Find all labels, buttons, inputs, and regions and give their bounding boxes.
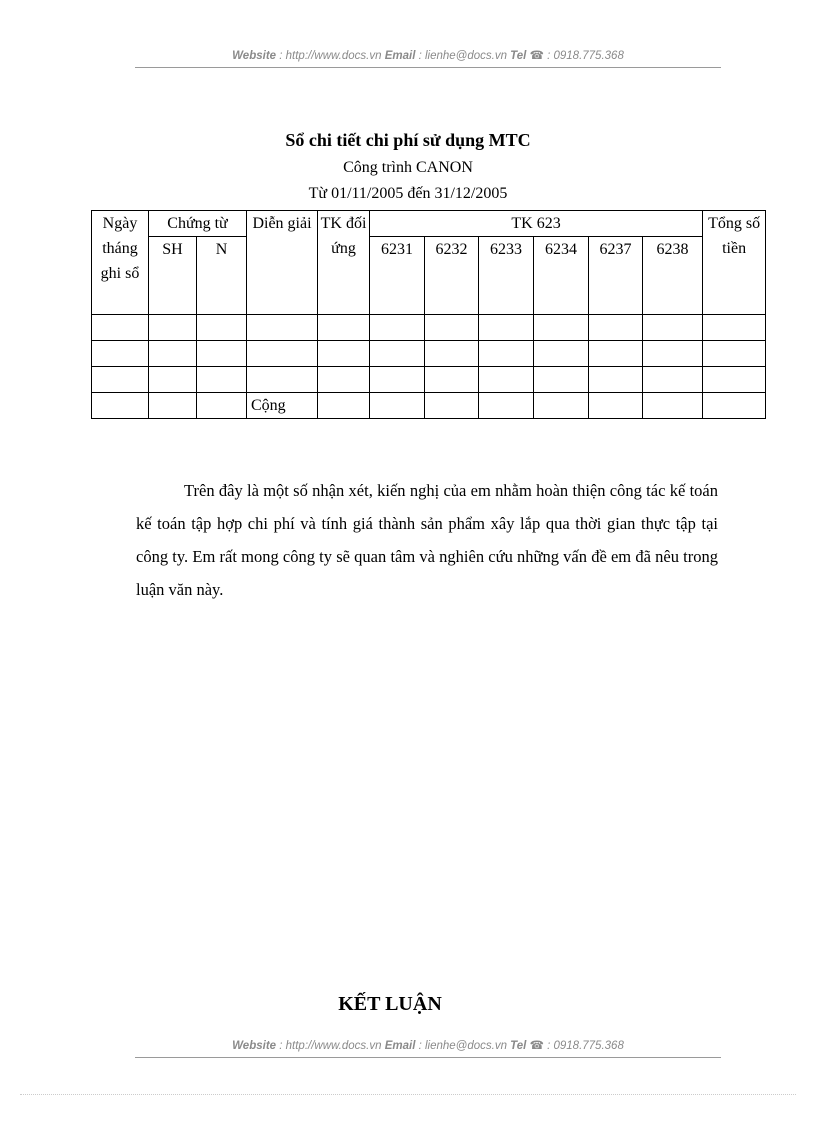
table-cell xyxy=(643,393,703,419)
account-group-header: TK 623 xyxy=(370,211,703,237)
table-cell xyxy=(479,393,534,419)
email-value: : lienhe@docs.vn xyxy=(415,1040,511,1052)
table-row xyxy=(92,315,766,341)
sub-account-header: 6234 xyxy=(534,237,589,315)
table-cell xyxy=(149,315,197,341)
email-label: Email xyxy=(384,50,416,62)
table-cell xyxy=(92,367,149,393)
table-cell xyxy=(703,315,766,341)
table-cell xyxy=(703,341,766,367)
table-cell xyxy=(479,367,534,393)
table-cell xyxy=(589,315,643,341)
table-cell xyxy=(534,315,589,341)
table-cell xyxy=(92,315,149,341)
table-cell xyxy=(370,367,425,393)
page-footer xyxy=(135,1038,721,1058)
website-value: : http://www.docs.vn xyxy=(276,50,385,62)
table-cell xyxy=(425,367,479,393)
table-cell xyxy=(479,315,534,341)
voucher-n-header: N xyxy=(197,237,247,315)
table-cell xyxy=(197,315,247,341)
table-cell xyxy=(197,393,247,419)
total-row-label: Cộng xyxy=(247,393,318,419)
table-cell xyxy=(149,341,197,367)
table-cell xyxy=(247,341,318,367)
table-cell xyxy=(370,315,425,341)
table-row xyxy=(92,341,766,367)
website-label: Website xyxy=(232,50,277,62)
sub-account-header: 6238 xyxy=(643,237,703,315)
sub-account-header: 6237 xyxy=(589,237,643,315)
table-cell xyxy=(318,367,370,393)
tel-value: : 0918.775.368 xyxy=(543,50,624,62)
ledger-title: Sổ chi tiết chi phí sử dụng MTC xyxy=(285,130,531,150)
phone-icon: ☎ xyxy=(529,1040,544,1052)
website-label: Website xyxy=(232,1040,277,1052)
table-cell xyxy=(703,393,766,419)
table-cell xyxy=(479,341,534,367)
email-label: Email xyxy=(384,1040,416,1052)
table-cell xyxy=(92,393,149,419)
table-cell xyxy=(92,341,149,367)
tel-label: Tel xyxy=(510,1040,527,1052)
total-header: Tổng số tiền xyxy=(703,211,766,315)
table-cell xyxy=(534,341,589,367)
table-cell xyxy=(318,341,370,367)
phone-icon: ☎ xyxy=(529,50,544,62)
table-cell xyxy=(197,341,247,367)
table-cell xyxy=(425,341,479,367)
table-row xyxy=(92,367,766,393)
description-header: Diễn giải xyxy=(247,211,318,315)
sub-account-header: 6232 xyxy=(425,237,479,315)
table-cell xyxy=(589,367,643,393)
table-cell xyxy=(247,367,318,393)
sub-account-header: 6231 xyxy=(370,237,425,315)
table-cell xyxy=(247,315,318,341)
period-range: Từ 01/11/2005 đến 31/12/2005 xyxy=(308,185,508,202)
closing-paragraph: Trên đây là một số nhận xét, kiến nghị của em nhằm hoàn thiện công tác kế toán kế toán tập hợp chi phí và tính giá thành sản phẩm xây lắp qua thời gian thực tập tại công ty. Em rất mong công ty sẽ quan tâm và nghiên cứu những vấn đề em đã nêu trong luận văn này. xyxy=(136,481,718,599)
table-cell xyxy=(589,341,643,367)
table-cell xyxy=(197,367,247,393)
header-rule xyxy=(135,67,721,68)
table-cell xyxy=(643,315,703,341)
table-cell xyxy=(149,393,197,419)
total-row xyxy=(92,393,766,419)
table-cell xyxy=(643,367,703,393)
project-name: Công trình CANON xyxy=(343,159,473,176)
table-cell xyxy=(534,367,589,393)
date-header: Ngày tháng ghi sổ xyxy=(92,211,149,315)
table-cell xyxy=(534,393,589,419)
contra-account-header: TK đối ứng xyxy=(318,211,370,315)
sub-account-header: 6233 xyxy=(479,237,534,315)
table-cell xyxy=(425,315,479,341)
ledger-table xyxy=(91,210,766,419)
tel-label: Tel xyxy=(510,50,527,62)
table-cell xyxy=(149,367,197,393)
table-cell xyxy=(370,341,425,367)
voucher-header: Chứng từ xyxy=(149,211,247,237)
table-subheader-row xyxy=(92,237,766,315)
voucher-sh-header: SH xyxy=(149,237,197,315)
tel-value: : 0918.775.368 xyxy=(543,1040,624,1052)
website-value: : http://www.docs.vn xyxy=(276,1040,385,1052)
page-header xyxy=(135,48,721,68)
table-cell xyxy=(318,315,370,341)
table-header-row xyxy=(92,211,766,237)
table-cell xyxy=(643,341,703,367)
page-bottom-divider xyxy=(20,1094,796,1095)
table-cell xyxy=(425,393,479,419)
footer-rule xyxy=(135,1057,721,1058)
table-cell xyxy=(370,393,425,419)
table-cell xyxy=(589,393,643,419)
email-value: : lienhe@docs.vn xyxy=(415,50,511,62)
table-cell xyxy=(318,393,370,419)
table-cell xyxy=(703,367,766,393)
conclusion-heading: KẾT LUẬN xyxy=(338,993,442,1015)
